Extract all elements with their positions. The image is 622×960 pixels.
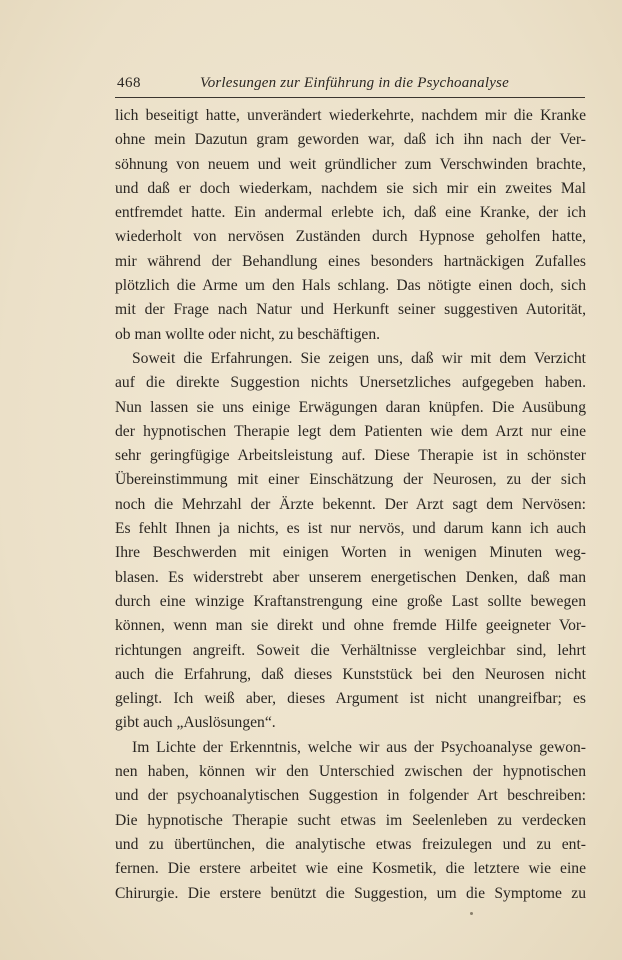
- paper-speck: [470, 912, 473, 915]
- running-title: Vorlesungen zur Einführung in die Psychoanalyse: [200, 75, 509, 91]
- text-line: plötzlich die Arme um den Hals schlang. Das nötigte einen doch, sich: [115, 277, 586, 295]
- text-line: richtungen angreift. Soweit die Verhältnisse vergleichbar sind, lehrt: [115, 641, 586, 659]
- text-line: söhnung von neuem und weit gründlicher zum Verschwinden brachte,: [115, 155, 586, 173]
- text-line: Nun lassen sie uns einige Erwägungen daran knüpfen. Die Ausübung: [115, 398, 586, 416]
- text-line: noch die Mehrzahl der Ärzte bekennt. Der Arzt sagt dem Nervösen:: [115, 495, 586, 513]
- page-header: [117, 72, 585, 94]
- text-line: und daß er doch wiederkam, nachdem sie sich mir ein zweites Mal: [115, 179, 586, 197]
- text-line: Im Lichte der Erkenntnis, welche wir aus der Psychoanalyse gewon-: [132, 738, 586, 756]
- text-line: mit der Frage nach Natur und Herkunft seiner suggestiven Autorität,: [115, 301, 586, 319]
- text-line: und zu übertünchen, die analytische etwas freizulegen und zu ent-: [115, 835, 586, 853]
- text-line: Soweit die Erfahrungen. Sie zeigen uns, daß wir mit dem Verzicht: [132, 349, 586, 367]
- text-line: durch eine winzige Kraftanstrengung eine große Last sollte bewegen: [115, 592, 586, 610]
- text-line: gibt auch „Auslösungen“.: [115, 714, 276, 732]
- text-line: auch die Erfahrung, daß dieses Kunststück bei den Neurosen nicht: [115, 665, 586, 683]
- text-line: Chirurgie. Die erstere benützt die Suggestion, um die Symptome zu: [115, 884, 586, 902]
- text-line: sehr geringfügige Arbeitsleistung auf. Diese Therapie ist in schönster: [115, 447, 586, 465]
- text-line: fernen. Die erstere arbeitet wie eine Kosmetik, die letztere wie eine: [115, 860, 586, 878]
- text-line: mir während der Behandlung eines besonders hartnäckigen Zufalles: [115, 252, 586, 270]
- text-line: lich beseitigt hatte, unverändert wiederkehrte, nachdem mir die Kranke: [115, 107, 586, 124]
- body-text: [115, 104, 586, 906]
- text-line: ohne mein Dazutun gram geworden war, daß ich ihn nach der Ver-: [115, 131, 586, 149]
- text-line: gelingt. Ich weiß aber, dieses Argument ist nicht unangreifbar; es: [115, 690, 586, 708]
- text-line: ob man wollte oder nicht, zu beschäftigen.: [115, 325, 381, 343]
- text-line: entfremdet hatte. Ein andermal erlebte ich, daß eine Kranke, der ich: [115, 204, 586, 222]
- header-rule: [115, 97, 585, 98]
- text-line: auf die direkte Suggestion nichts Unersetzliches aufgegeben haben.: [115, 374, 586, 392]
- text-line: können, wenn man sie direkt und ohne fremde Hilfe geeigneter Vor-: [115, 617, 586, 635]
- text-line: Übereinstimmung mit einer Einschätzung der Neurosen, zu der sich: [115, 471, 586, 489]
- text-line: wiederholt von nervösen Zuständen durch Hypnose geholfen hatte,: [115, 228, 586, 246]
- text-line: nen haben, können wir den Unterschied zwischen der hypnotischen: [115, 763, 586, 781]
- paragraph: [115, 104, 586, 347]
- text-line: der hypnotischen Therapie legt dem Patienten wie dem Arzt nur eine: [115, 422, 586, 440]
- paragraph: [115, 736, 586, 906]
- page-number: 468: [117, 75, 141, 91]
- text-line: blasen. Es widerstrebt aber unserem energetischen Denken, daß man: [115, 568, 586, 586]
- text-line: Ihre Beschwerden mit einigen Worten in wenigen Minuten weg-: [115, 544, 586, 562]
- text-line: Es fehlt Ihnen ja nichts, es ist nur nervös, und darum kann ich auch: [115, 520, 586, 538]
- text-line: und der psychoanalytischen Suggestion in folgender Art beschreiben:: [115, 787, 586, 805]
- text-line: Die hypnotische Therapie sucht etwas im Seelenleben zu verdecken: [115, 811, 586, 829]
- paragraph: [115, 347, 586, 736]
